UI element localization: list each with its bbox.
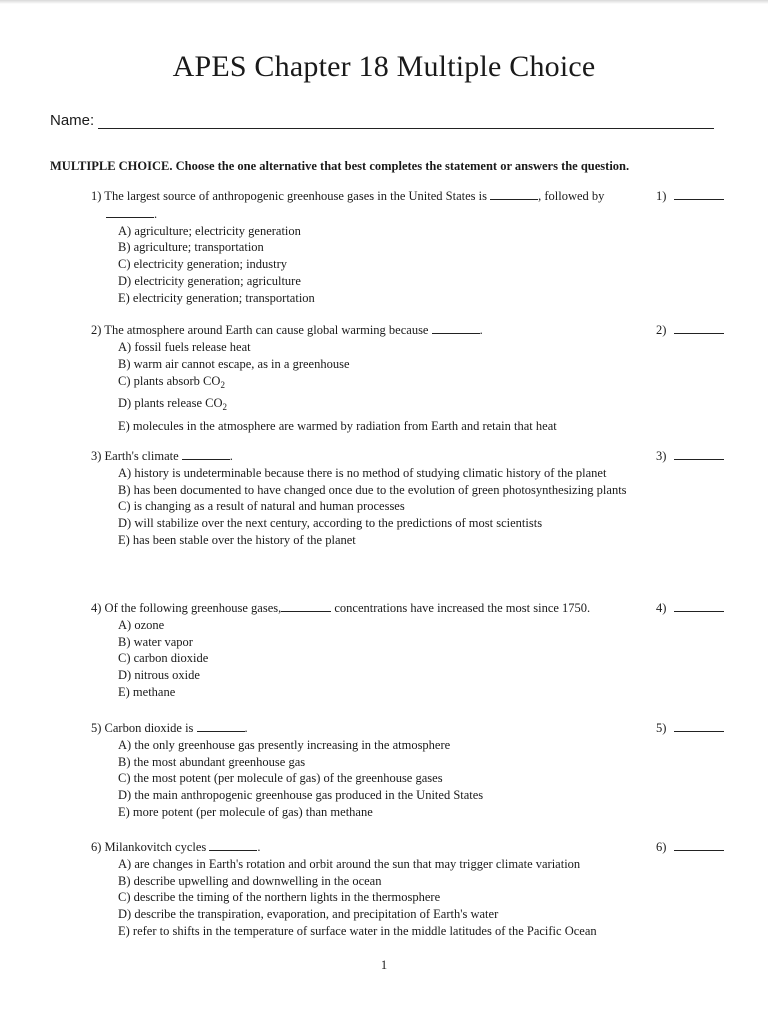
option-b: B) warm air cannot escape, as in a greenhouse <box>118 356 350 371</box>
answer-blank <box>490 187 538 200</box>
option-c: C) describe the timing of the northern lights in the thermosphere <box>118 890 441 905</box>
question-stem: 1) The largest source of anthropogenic greenhouse gases in the United States is , followed by <box>91 189 605 203</box>
answer-blank <box>432 321 480 334</box>
option-list <box>118 465 651 549</box>
question-stem: 2) The atmosphere around Earth can cause global warming because . <box>91 323 483 337</box>
answer-line[interactable] <box>674 719 724 732</box>
answer-slot-4: 4) <box>656 599 724 617</box>
answer-line[interactable] <box>674 321 724 334</box>
question-6 <box>91 838 651 940</box>
answer-slot-2: 2) <box>656 321 724 339</box>
name-row <box>50 107 714 129</box>
option-e: E) molecules in the atmosphere are warmed by radiation from Earth and retain that heat <box>118 418 557 433</box>
option-a: A) are changes in Earth's rotation and orbit around the sun that may trigger climate variation <box>118 856 581 871</box>
question-5 <box>91 719 651 821</box>
name-label: Name: <box>50 112 95 129</box>
option-list <box>118 856 651 940</box>
option-e: E) refer to shifts in the temperature of surface water in the middle latitudes of the Pacific Ocean <box>118 923 597 938</box>
option-d: D) will stabilize over the next century, according to the predictions of most scientists <box>118 516 543 531</box>
question-stem: 6) Milankovitch cycles . <box>91 840 261 854</box>
option-e: E) electricity generation; transportation <box>118 290 315 305</box>
option-a: A) the only greenhouse gas presently increasing in the atmosphere <box>118 737 451 752</box>
option-a: A) agriculture; electricity generation <box>118 223 301 238</box>
option-e: E) more potent (per molecule of gas) than methane <box>118 804 373 819</box>
option-b: B) agriculture; transportation <box>118 240 264 255</box>
question-4 <box>91 599 651 701</box>
option-e: E) has been stable over the history of the planet <box>118 532 356 547</box>
answer-slot-3: 3) <box>656 447 724 465</box>
option-b: B) describe upwelling and downwelling in the ocean <box>118 873 382 888</box>
answer-line[interactable] <box>674 599 724 612</box>
answer-line[interactable] <box>674 187 724 200</box>
option-d: D) the main anthropogenic greenhouse gas produced in the United States <box>118 788 484 803</box>
instructions: MULTIPLE CHOICE. Choose the one alternative that best completes the statement or answers the question. <box>50 159 630 173</box>
option-d: D) plants release $CO_2$ <box>118 396 227 413</box>
option-list <box>118 737 651 821</box>
option-c: C) carbon dioxide <box>118 651 209 666</box>
answer-blank <box>209 838 257 851</box>
option-list <box>118 617 651 701</box>
question-1 <box>91 187 651 307</box>
option-e: E) methane <box>118 684 176 699</box>
option-a: A) fossil fuels release heat <box>118 339 251 354</box>
question-3 <box>91 447 651 549</box>
answer-blank <box>281 599 331 612</box>
page-title: APES Chapter 18 Multiple Choice <box>172 50 596 83</box>
answer-line[interactable] <box>674 447 724 460</box>
option-b: B) has been documented to have changed once due to the evolution of green photosynthesizing plants <box>118 482 627 497</box>
option-list <box>118 223 651 307</box>
option-c: C) plants absorb $CO_2$ <box>118 374 225 391</box>
option-a: A) ozone <box>118 617 165 632</box>
option-d: D) electricity generation; agriculture <box>118 273 301 288</box>
answer-slot-6: 6) <box>656 838 724 856</box>
option-c: C) electricity generation; industry <box>118 257 288 272</box>
answer-line[interactable] <box>674 838 724 851</box>
answer-blank <box>197 719 245 732</box>
question-stem-continued: . <box>106 205 651 223</box>
answer-slot-1: 1) <box>656 187 724 205</box>
question-stem: 3) Earth's climate . <box>91 449 233 463</box>
answer-blank <box>182 447 230 460</box>
option-a: A) history is undeterminable because there is no method of studying climatic history of the planet <box>118 465 607 480</box>
question-stem: 5) Carbon dioxide is . <box>91 721 248 735</box>
option-b: B) water vapor <box>118 634 193 649</box>
answer-blank <box>106 205 154 218</box>
option-b: B) the most abundant greenhouse gas <box>118 754 306 769</box>
option-d: D) nitrous oxide <box>118 668 200 683</box>
scan-edge <box>0 0 768 4</box>
name-line[interactable] <box>98 112 714 129</box>
answer-slot-5: 5) <box>656 719 724 737</box>
option-c: C) is changing as a result of natural and human processes <box>118 499 405 514</box>
question-2 <box>91 321 651 435</box>
page-number: 1 <box>380 958 388 972</box>
question-stem: 4) Of the following greenhouse gases, concentrations have increased the most since 1750. <box>91 601 591 615</box>
option-d: D) describe the transpiration, evaporation, and precipitation of Earth's water <box>118 907 499 922</box>
option-list <box>118 339 651 435</box>
option-c: C) the most potent (per molecule of gas) of the greenhouse gases <box>118 771 443 786</box>
